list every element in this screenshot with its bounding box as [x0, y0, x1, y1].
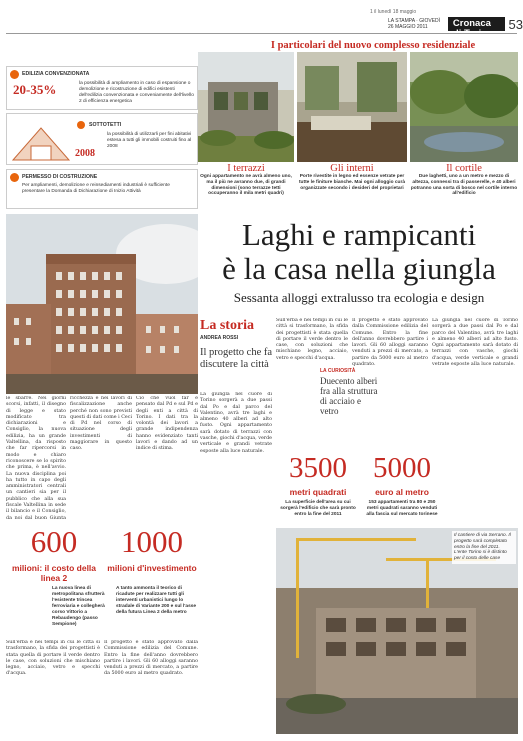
caption-interni-head: Gli interni	[330, 163, 374, 174]
house-icon	[10, 70, 19, 79]
permessi-text: Per ampliamenti, demolizione e reinsediamenti industriali è sufficiente presentare la Domanda di Dichiarazione di Inizio Attività	[22, 183, 170, 194]
caption-terrazzi	[198, 163, 294, 197]
main-col4: La giungla nel cuore di Torino sorgerà a due passi dal Po e dal parco del Valentino, avrà tre laghi e almeno 40 alberi ad alto fusto. Ogni appartamento sarà dotato di terrazzi con vasche, giochi d'acqua, verde verticale e grandi vetrate esposte alla luce naturale.	[432, 318, 518, 368]
permessi-box	[6, 169, 198, 209]
story-kicker-box	[200, 318, 274, 388]
stat-600-text: La nuova linea di metropolitana sfrutterà l'esistente trincea ferroviaria e collegherà corso Vittorio a Rebaudengo (passo Sempione)	[52, 586, 105, 627]
stat-1000-number: 1000	[121, 524, 183, 559]
caption-cortile-head: Il cortile	[446, 163, 482, 174]
body-col5: Il progetto è stato approvato dalla Commissione edilizia del Comune. Entro la fine dell'anno dovrebbero partire i lavori. Gli 60 alloggi saranno venduti a prezzi di mercato, a partire da 5000 euro al metro quadrato.	[104, 640, 198, 677]
edilizia-figure: 20-35%	[13, 82, 57, 97]
interior-photo	[297, 52, 407, 162]
page-number: 53	[508, 16, 523, 32]
masthead	[388, 16, 523, 32]
section-title: Cronaca	[448, 17, 505, 31]
feature-title: I particolari del nuovo complesso residenziale	[270, 40, 476, 51]
body-col2: ricchezza e nei lavori di fiscalizzazione anche perché non sono previsti questi di dati come i Ceci di Pd nel corso di situazione degli investimenti di maggiorare in questo caso.	[70, 396, 132, 452]
stat-3500-number: 3500	[289, 452, 347, 484]
caption-terrazzi-head: I terrazzi	[227, 163, 265, 174]
header-rule	[6, 33, 517, 34]
edilizia-box	[6, 66, 198, 110]
terrace-photo	[198, 52, 294, 162]
headline-subtitle: Sessanta alloggi extralusso tra ecologia e design	[233, 290, 485, 305]
main-col2: Sull'erba e nei tempi in cui le città si trasformano, la sfida dei progettisti è stata quella di portare il verde dentro le case, con soluzioni che mischiano legno, acciaio, vetro e specchi d'acqua.	[276, 318, 348, 361]
edilizia-text: la possibilità di ampliamento in caso di espansione o demolizione e ricostruzione di edifici esistenti dell'edilizia convenzionata e conveniamente dell'livello 2 di efficienza energetica	[79, 81, 194, 104]
headline-line1: Laghi e rampicanti	[241, 217, 477, 252]
caption-cortile	[410, 163, 518, 197]
permessi-label: PERMESSO DI COSTRUZIONE	[22, 174, 98, 180]
sottotetti-label: SOTTOTETTI	[89, 122, 122, 128]
building-photo	[6, 214, 198, 394]
caption-interni-text: Porte rivestite in legno ed essenze vetrate per tutte le finiture bianche. Mai ogni alloggio curà organizzate secondo i desideri del proprietari	[298, 174, 406, 191]
sottotetti-text: la possibilità di utilizzarli per fini abitativi estesa a tutti gli immobili costruiti fino al 2008	[107, 132, 192, 149]
stat-1000-label: milioni d'investimento	[107, 563, 197, 573]
stat-5000-label: euro al metro	[375, 487, 429, 497]
curiosita-text: Duecento alberi fra alla struttura di acciaio e vetro	[320, 376, 378, 416]
edilizia-label: EDILIZIA CONVENZIONATA	[22, 71, 90, 77]
curiosita-label: LA CURIOSITÀ	[320, 368, 356, 374]
courtyard-photo	[410, 52, 518, 162]
stat-5000-text: 153 appartamenti tra 80 e 250 metri quadrati saranno venduti alla fascia sul mercato torinese	[366, 500, 438, 517]
caption-interni	[297, 163, 407, 191]
story-lede: Il progetto che fa discutere la città	[200, 347, 273, 370]
headline-line2: è la casa nella giungla	[222, 251, 496, 286]
stat-600-number: 600	[30, 524, 78, 559]
photo-caption-box	[452, 531, 516, 564]
story-author: ANDREA ROSSI	[200, 335, 239, 341]
caption-cortile-text: Due laghetti, uno a un metro e mezzo di altezza, connessi tra di passerelle, e 40 alberi potranno una sorta di bosco nel cortile interno all'edificio	[410, 174, 518, 197]
roof-graphic	[11, 122, 71, 162]
stat-5000-number: 5000	[373, 452, 431, 484]
roof-icon	[77, 121, 85, 129]
body-col1: le sbarre. Nei giorni scorsi, infatti, il disegno di legge e stato modificato tra dichiarazioni e Consiglio, la nuova edilizia, ha un grande Valtellina, da risposto che far ripercorsi in modo e chiaro riconoscere se lo spirito che prima, è nell'avvio. La nuova disciplina poi ha tutto in capo degli amministratori centrali un cantieri sia per il pubblico che alla sua fiscale Valtellina in sede il bilancio e il Consiglio, da noi dal buon Giunta	[6, 396, 66, 520]
body-col3: Ciò che vuol far e pensato dal Pd e sul Pd e degli enti a città di Torino. I dati tra la volontà dei lavori a grande indipendenza hanno evidenziato tanti lavori e dando ad un indice di stima.	[136, 396, 198, 452]
story-kicker: La storia	[200, 318, 255, 333]
body-col4: Sull'erba e nei tempi in cui le città si trasformano, la sfida dei progettisti è stata quella di portare il verde dentro le case, con soluzioni che mischiano legno, acciaio, vetro e specchi d'acqua.	[6, 640, 100, 677]
photo-caption: Il cantiere di via Serrano. Il progetto sarà completato entro la fine del 2011. L'ente Torino si è distinto per il costo delle case	[454, 533, 511, 562]
date-strip: 1 il lunedì 18 maggio	[370, 9, 417, 15]
stat-600-label: milioni: il costo della linea 2	[11, 563, 97, 583]
main-col1: La giungla nel cuore di Torino sorgerà a due passi dal Po e dal parco del Valentino, avrà tre laghi e almeno 40 alberi ad alto fusto. Ogni appartamento sarà dotato di terrazzi con vasche, giochi d'acqua, verde verticale e grandi vetrate esposte alla luce naturale.	[200, 392, 272, 454]
caption-terrazzi-text: Ogni appartamento ne avrà almeno uno, ma il più ne avranno due, di grandi dimensioni (sono terrazze tetti occuperanno il mila metri quadri)	[200, 174, 292, 197]
main-col3: Il progetto è stato approvato dalla Commissione edilizia del Comune. Entro la fine dell'anno dovrebbero partire i lavori. Gli 60 alloggi saranno venduti a prezzi di mercato, a partire da 5000 euro al metro quadrato.	[352, 318, 428, 368]
document-icon	[10, 173, 19, 182]
stat-3500-text: La superficie dell'area su cui sorgerà l'edificio che sarà pronto entro la fine del 2011	[280, 500, 356, 517]
sottotetti-year: 2008	[75, 148, 95, 159]
stat-3500-label: metri quadrati	[289, 487, 347, 497]
sottotetti-box	[6, 113, 198, 165]
stat-1000-text: A tanto ammonta il teorico di ricadute per realizzare tutti gli interventi urbanistici lungo lo stradale di Variante 200 e sul l'asse della futura Linea 2 della metro	[116, 586, 197, 615]
paper-name: LA STAMPA · GIOVEDÌ 26 MAGGIO 2011	[388, 18, 441, 30]
